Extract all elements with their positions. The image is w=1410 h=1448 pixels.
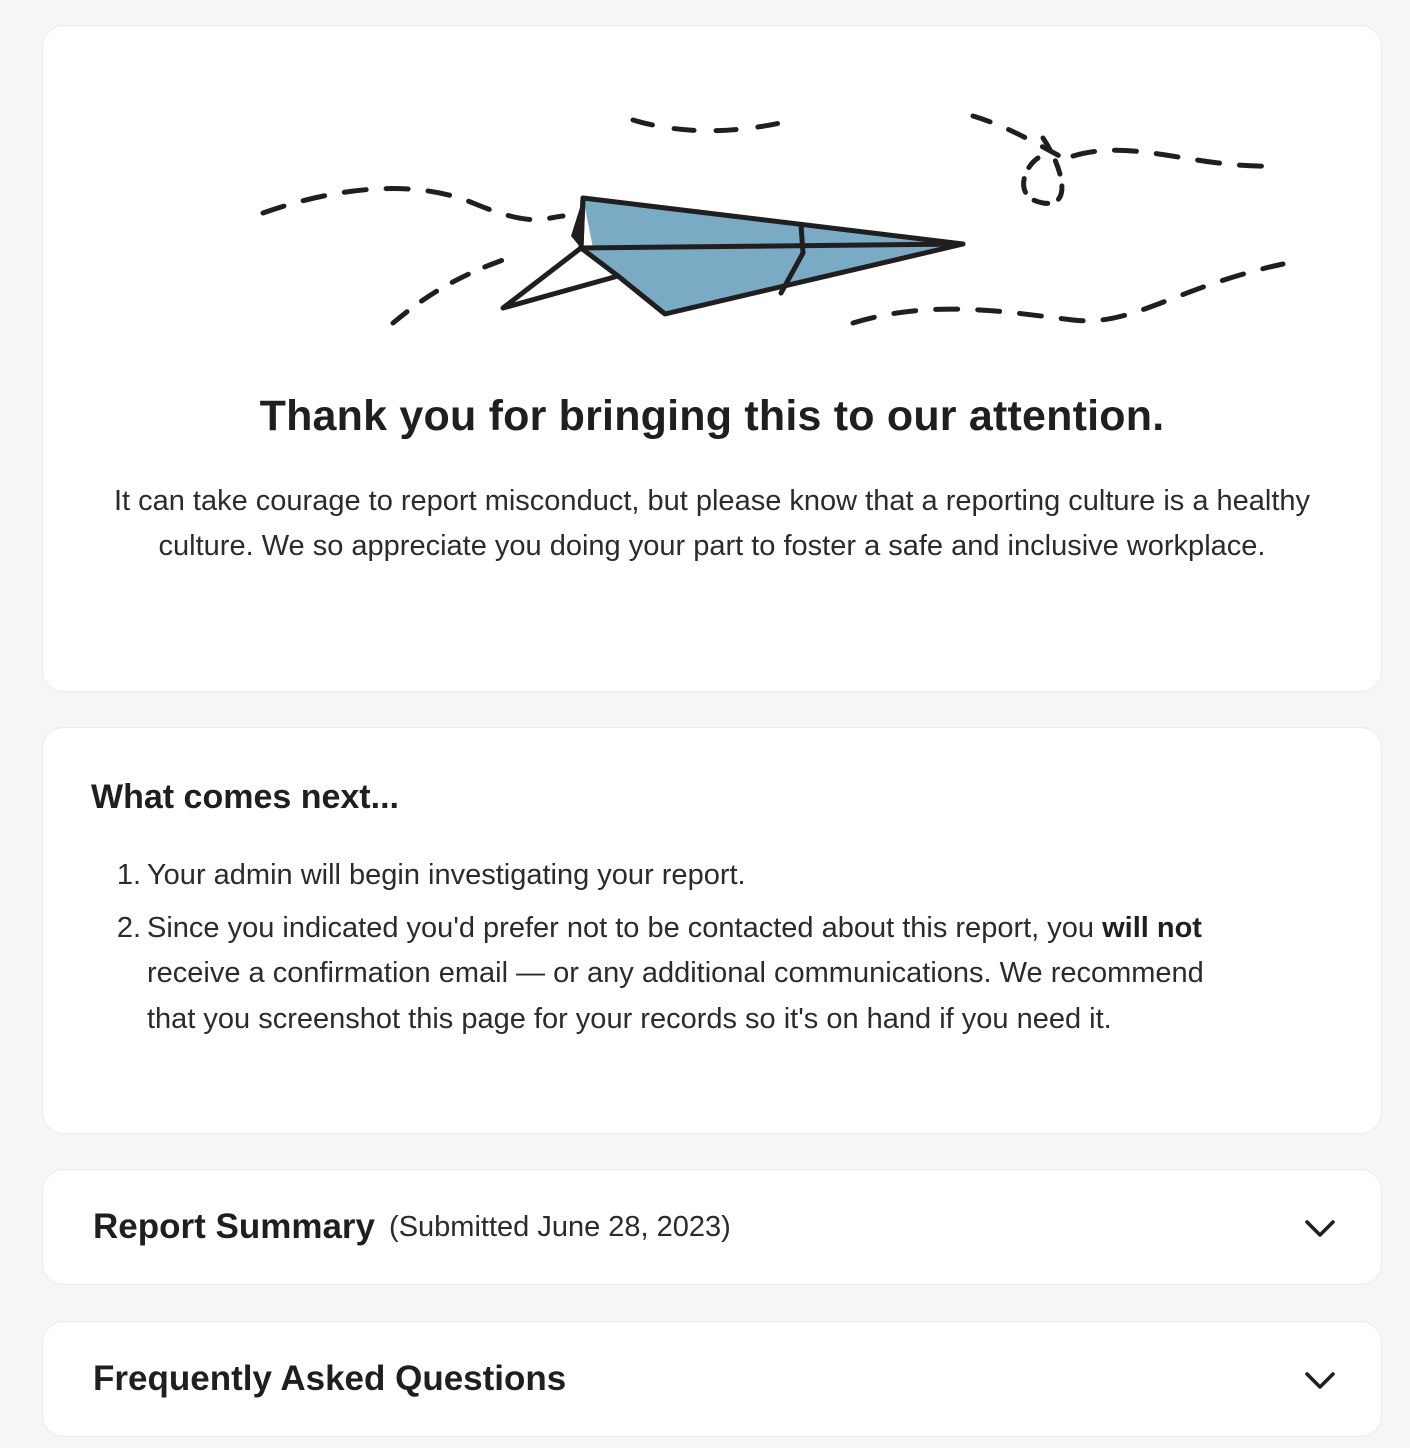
faq-header	[93, 1322, 566, 1436]
next-steps-title: What comes next...	[91, 778, 399, 816]
paper-airplane-icon	[213, 108, 1343, 358]
report-submitted-date: (Submitted June 28, 2023)	[389, 1210, 731, 1243]
page-title: Thank you for bringing this to our attention.	[259, 392, 1165, 440]
report-summary-title: Report Summary	[93, 1207, 376, 1246]
chevron-down-icon[interactable]	[1303, 1363, 1337, 1397]
step-text-after: receive a confirmation email — or any additional communications. We recommend that you screenshot this page for your records so it's on hand if you need it.	[147, 957, 1204, 1035]
report-summary-header	[93, 1170, 731, 1284]
list-item	[116, 906, 1257, 1043]
step-number: 2.	[116, 911, 141, 944]
step-text-emphasis: will not	[1102, 911, 1202, 944]
faq-toggle[interactable]	[42, 1321, 1382, 1437]
chevron-down-icon[interactable]	[1303, 1211, 1337, 1245]
next-steps-list	[116, 853, 1257, 1049]
thank-you-message: It can take courage to report misconduct, but please know that a reporting culture is a healthy culture. We so appreciate you doing your part to foster a safe and inclusive workplace.	[113, 485, 1311, 562]
list-item	[116, 853, 1257, 899]
step-text: Your admin will begin investigating your report.	[147, 859, 746, 891]
thank-you-card	[42, 25, 1382, 692]
step-text-before: Since you indicated you'd prefer not to be contacted about this report, you	[147, 911, 1103, 944]
report-summary-toggle[interactable]	[42, 1169, 1382, 1285]
step-number: 1.	[116, 859, 141, 891]
next-steps-card	[42, 727, 1382, 1134]
faq-title: Frequently Asked Questions	[93, 1359, 567, 1398]
